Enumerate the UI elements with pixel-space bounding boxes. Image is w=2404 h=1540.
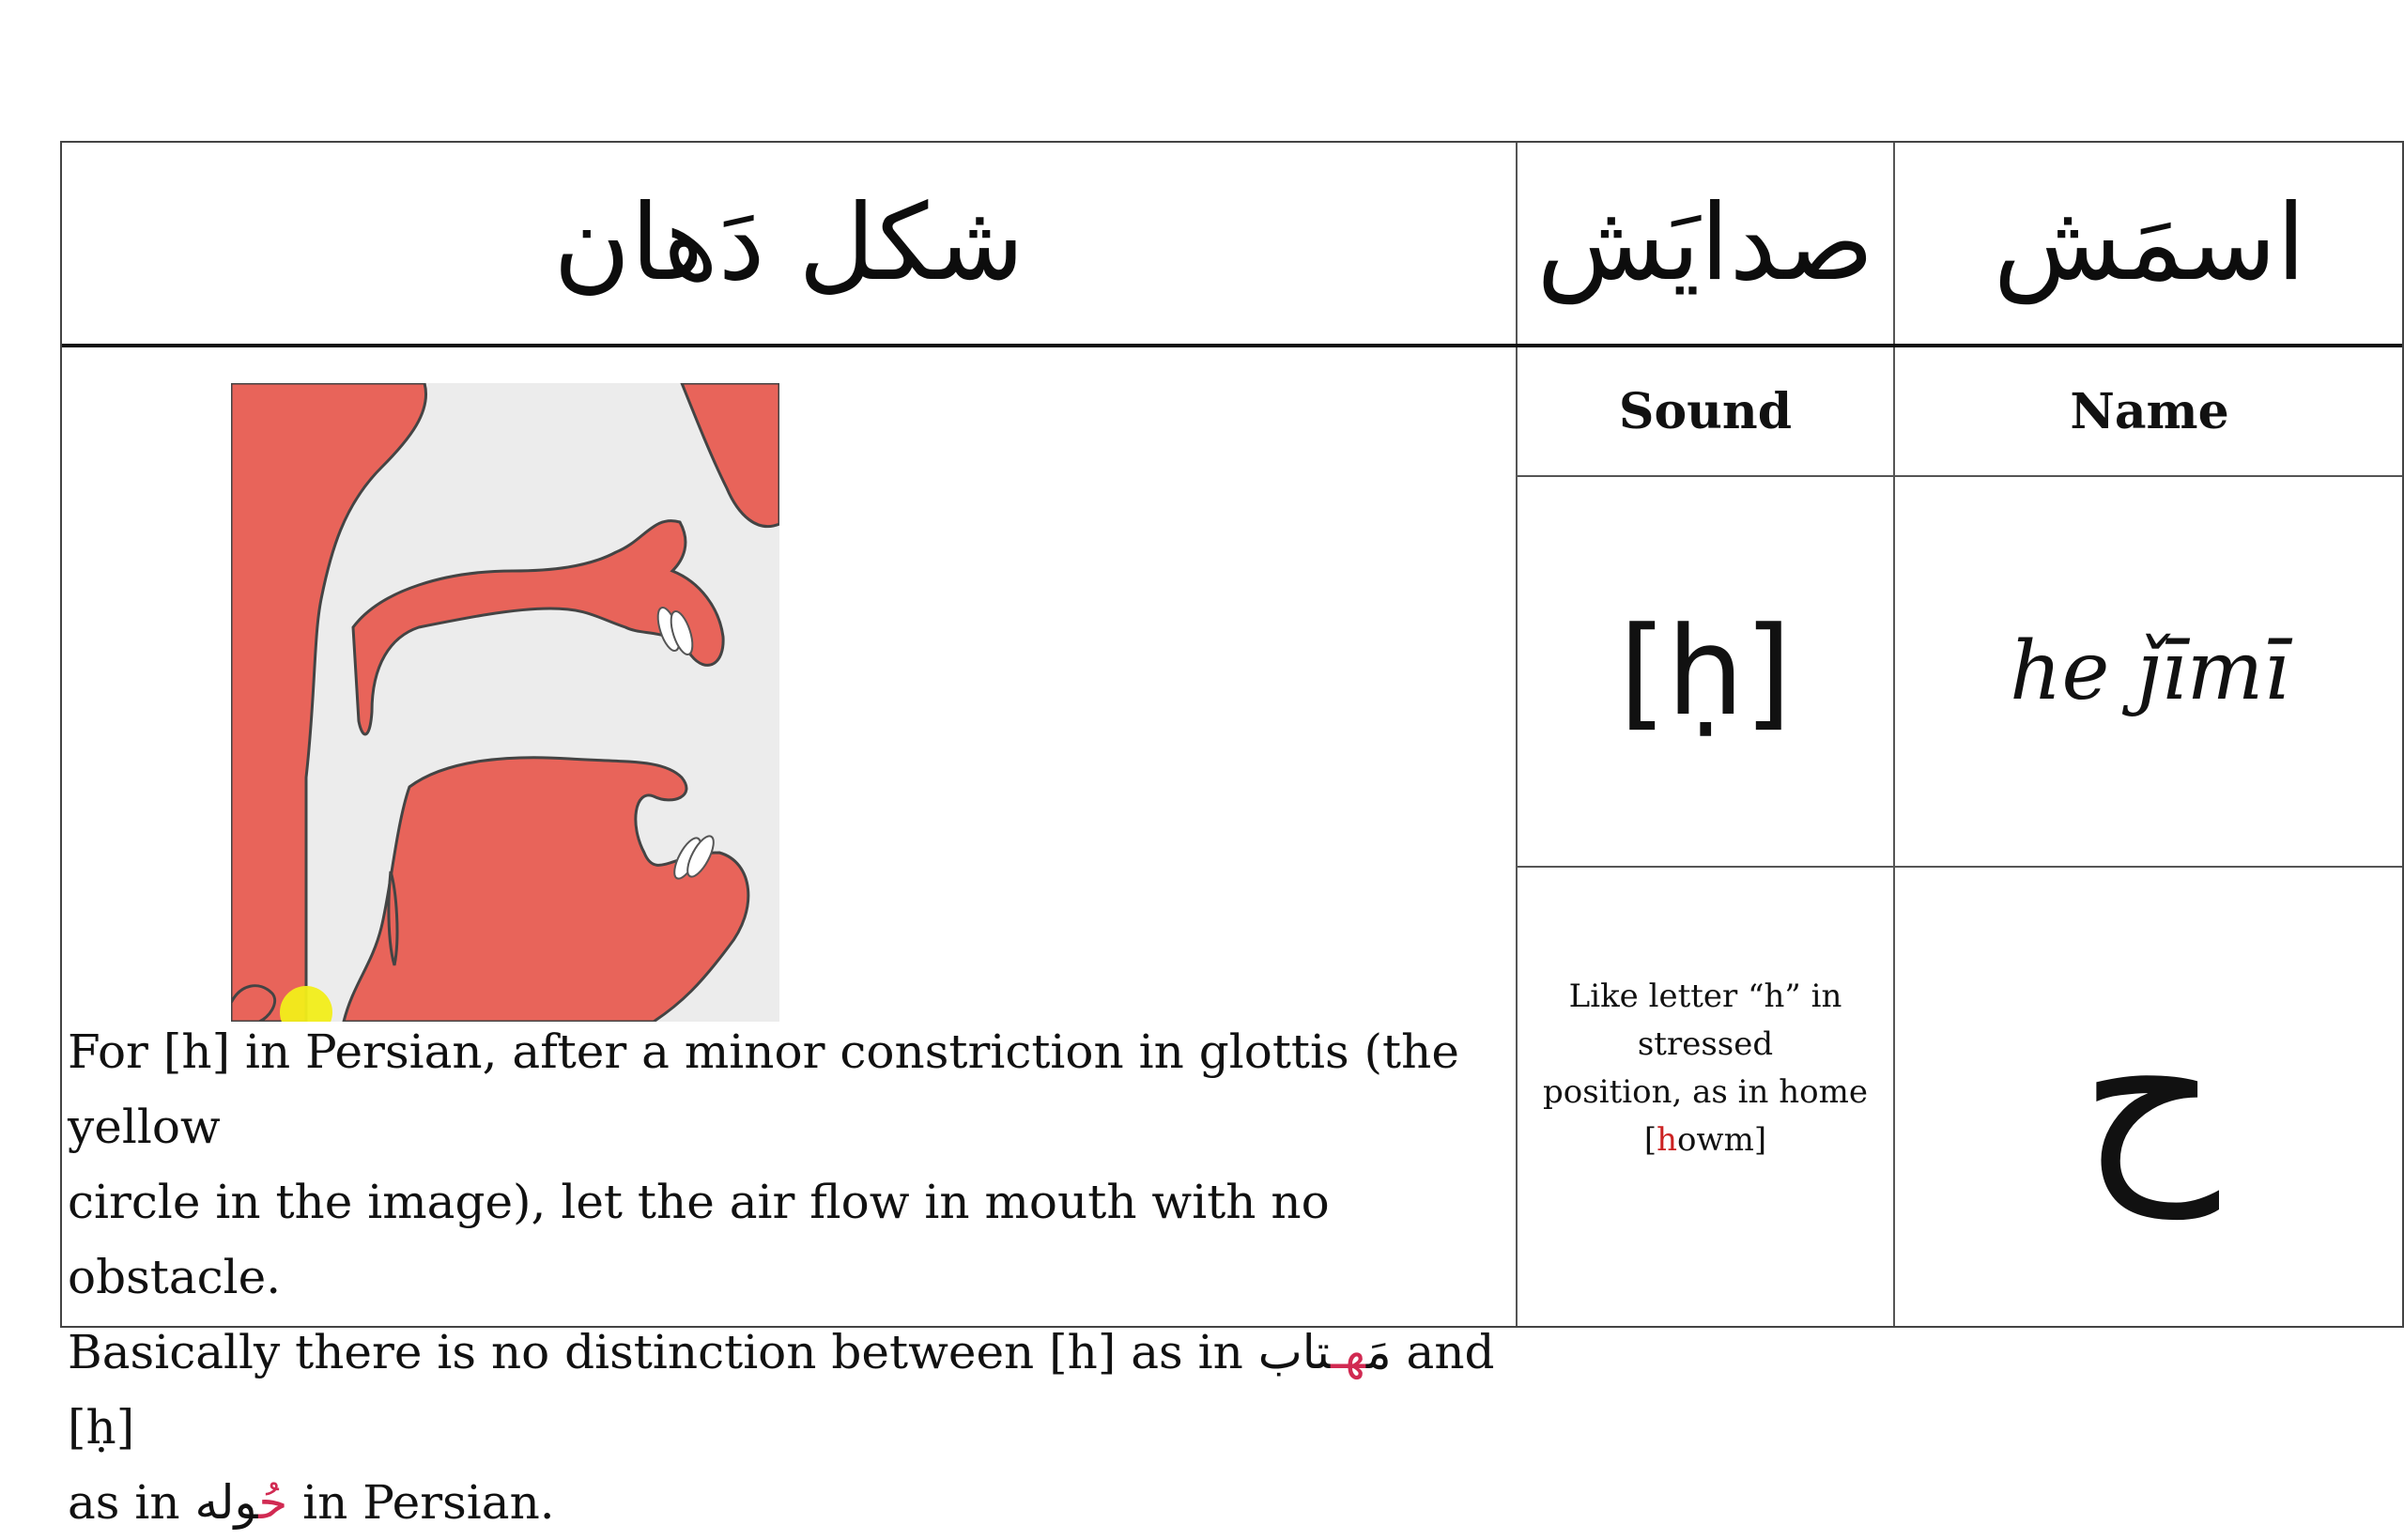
- header-mouth-shape: [62, 143, 1516, 344]
- explanation-line: as in حُوله in Persian.: [68, 1475, 555, 1530]
- letter-glyph: ح: [2079, 967, 2220, 1219]
- explanation-line: circle in the image), let the air flow in mouth with no obstacle.: [68, 1175, 1330, 1304]
- highlighted-letter: h: [1657, 1121, 1678, 1159]
- subheader-sound-text: Sound: [1618, 382, 1793, 440]
- subheader-name-text: Name: [2070, 382, 2229, 440]
- letter-name: he ǰīmī: [2010, 624, 2289, 718]
- subheader-sound: [1518, 347, 1893, 475]
- header-sound-text: صدایَش: [1536, 182, 1874, 304]
- sound-description: [1518, 973, 1893, 1164]
- header-name: [1895, 143, 2404, 344]
- ipa-cell: [1518, 477, 1893, 866]
- example-word-hole: حُوله: [194, 1475, 288, 1530]
- subheader-name: [1895, 347, 2404, 475]
- letter-table: [60, 141, 2404, 1530]
- mouth-diagram: [231, 383, 779, 1022]
- explanation-line: Basically there is no distinction between [h] as in مَهـتاب and [ḥ]: [68, 1325, 1495, 1455]
- explanation-line: For [h] in Persian, after a minor constriction in glottis (the yellow: [68, 1024, 1459, 1154]
- description-line: position, as in home: [1543, 1073, 1868, 1111]
- explanation-paragraph: [68, 1014, 1514, 1540]
- description-cell: [1518, 868, 1893, 1328]
- header-sound: [1518, 143, 1893, 344]
- example-word-mahtab: مَهـتاب: [1257, 1325, 1392, 1379]
- letter-glyph-cell: [1895, 868, 2404, 1328]
- description-example: [howm]: [1643, 1121, 1767, 1159]
- header-mouth-shape-text: شکل دَهان: [553, 182, 1025, 304]
- ipa-symbol: [ḥ]: [1619, 600, 1792, 743]
- highlighted-letter: حُ: [258, 1475, 288, 1530]
- letter-name-cell: [1895, 477, 2404, 866]
- vocal-tract-illustration: [231, 383, 779, 1022]
- highlighted-letter: هـ: [1331, 1325, 1366, 1379]
- header-name-text: اسمَش: [1993, 182, 2306, 304]
- description-line: Like letter “h” in stressed: [1568, 978, 1842, 1063]
